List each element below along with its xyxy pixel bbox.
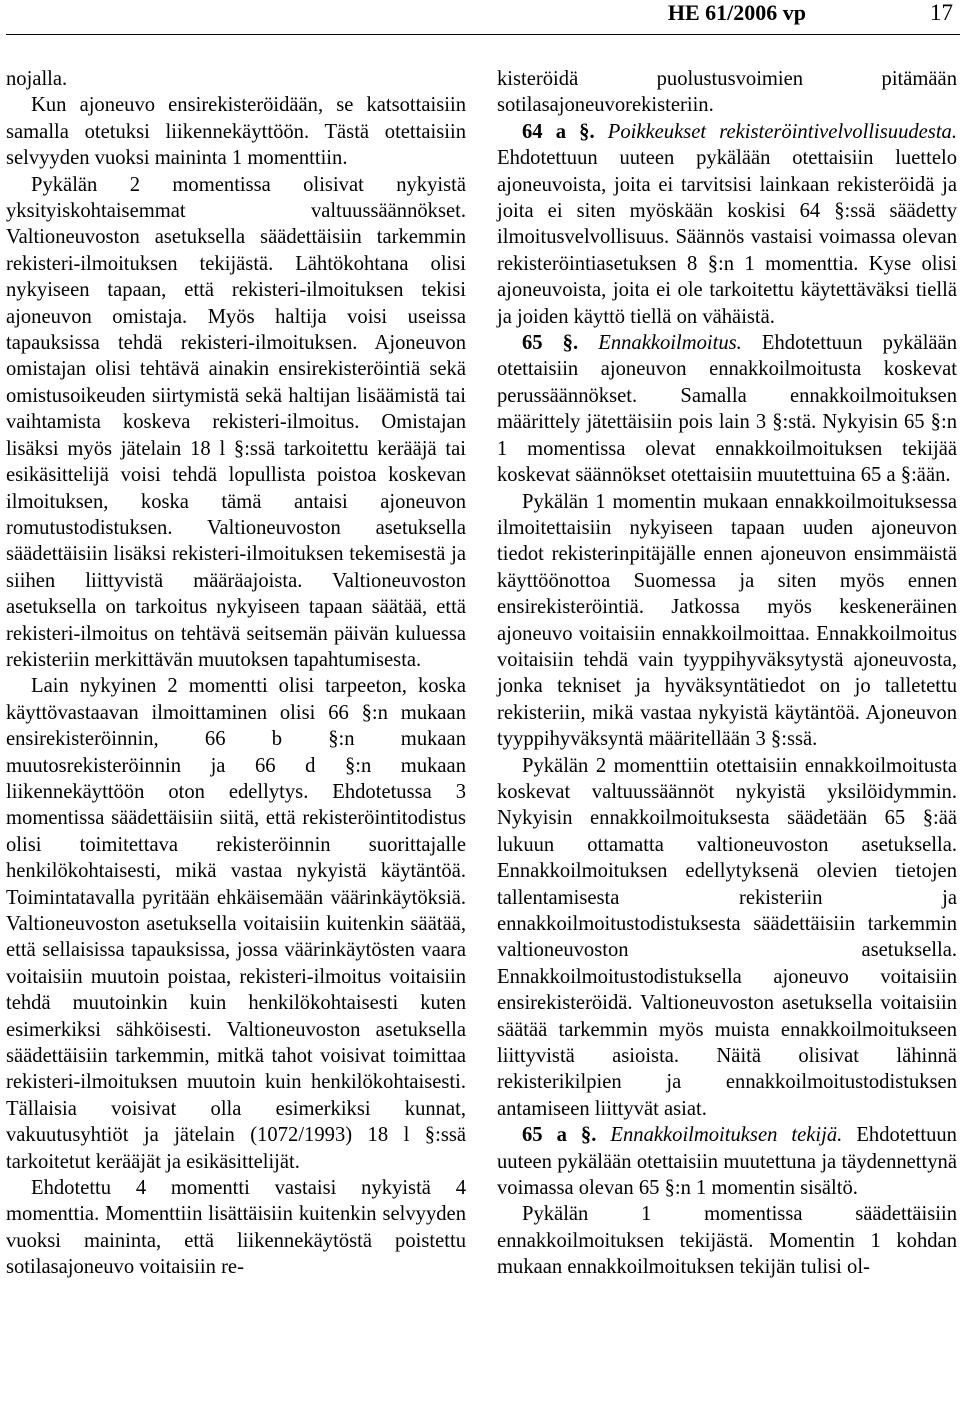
section-paragraph bbox=[497, 119, 957, 330]
paragraph: Pykälän 1 momentissa säädettäisiin ennakkoilmoituksen tekijästä. Momentin 1 kohdan mukaan ennakkoilmoituksen tekijän tulisi ol- bbox=[497, 1203, 957, 1279]
paragraph: Lain nykyinen 2 momentti olisi tarpeeton, koska käyttövastaavan ilmoittaminen olisi 66 §:n mukaan ensirekisteröinnin, 66 b §:n mukaan muutosrekisteröinnin ja 66 d §:n mukaan liikennekäyttöön oton edellytys. Ehdotetussa 3 momentissa säädettäisiin siitä, että rekisteröintitodistus olisi toimitettava rekisteröinnin suorittajalle henkilökohtaisesti, mikä vastaa nykyistä käytäntöä. Toimintatavalla pyritään ehkäisemään väärinkäytöksiä. Valtioneuvoston asetuksella voitaisiin kuitenkin säätää, että sellaisissa tapauksissa, jossa väärinkäytösten vaara voitaisiin muutoin poistaa, rekisteri-ilmoitus voitaisiin tehdä muutoinkin kuin henkilökohtaisesti kuten esimerkiksi sähköisesti. Valtioneuvoston asetuksella säädettäisiin tarkemmin, mitkä tahot voisivat toimittaa rekisteri-ilmoituksen muutoin kuin henkilökohtaisesti. Tällaisia voisivat olla esimerkiksi kunnat, vakuutusyhtiöt ja jätelain (1072/1993) 18 l §:ssä tarkoitetut kerääjät ja esikäsittelijät. bbox=[6, 675, 466, 1173]
section-paragraph bbox=[497, 1122, 957, 1201]
section-heading: Ennakkoilmoitus. bbox=[598, 332, 742, 355]
header-rule bbox=[6, 34, 960, 35]
page-number: 17 bbox=[930, 0, 953, 25]
page-header bbox=[0, 0, 960, 36]
section-text: Ehdotettuun uuteen pykälään otettaisiin luettelo ajoneuvoista, joita ei tarvitsisi lainkaan rekisteröidä ja joita ei siten myöskään koskisi 64 §:ssä säädetty ilmoitusvelvollisuus. Säännös vastaisi voimassa olevan rekisteröintiasetuksen 8 §:n 1 momenttia. Kyse olisi ajoneuvoista, joita ei ole tarkoitettu käytettäväksi tiellä ja joiden käyttö tiellä on vähäistä. bbox=[497, 147, 957, 328]
section-heading: Poikkeukset rekisteröintivelvollisuudesta. bbox=[607, 120, 957, 143]
section-number: 65 §. bbox=[522, 332, 579, 355]
paragraph: Kun ajoneuvo ensirekisteröidään, se katsottaisiin samalla otetuksi liikennekäyttöön. Tästä otettaisiin selvyyden vuoksi maininta 1 momenttiin. bbox=[6, 94, 466, 170]
section-number: 65 a §. bbox=[522, 1124, 597, 1147]
continuation-paragraph: nojalla. bbox=[6, 68, 68, 90]
right-column bbox=[497, 66, 957, 1281]
paragraph: Pykälän 2 momenttiin otettaisiin ennakkoilmoitusta koskevat valtuussäännöt nykyistä yksilöidymmin. Nykyisin ennakkoilmoituksesta säädetään 65 §:ää lukuun ottamatta valtioneuvoston asetuksella. Ennakkoilmoituksen edellytyksenä olevien tietojen tallentamisesta rekisteriin ja ennakkoilmoitustodistuksesta säädettäisiin tarkemmin valtioneuvoston asetuksella. Ennakkoilmoitustodistuksella ajoneuvo voitaisiin ensirekisteröidä. Valtioneuvoston asetuksella voitaisiin säätää tarkemmin myös muista ennakkoilmoitukseen liittyvistä asioista. Näitä olisivat lähinnä rekisterikilpien ja ennakkoilmoitustodistuksen antamiseen liittyvät asiat. bbox=[497, 754, 957, 1120]
paragraph: Pykälän 1 momentin mukaan ennakkoilmoituksessa ilmoitettaisiin nykyiseen tapaan uuden ajoneuvon tiedot rekisterinpitäjälle ennen ajoneuvon ensimmäistä käyttöönottoa Suomessa ja siten myös ennen ensirekisteröintiä. Jatkossa myös keskeneräinen ajoneuvo voitaisiin ennakkoilmoittaa. Ennakkoilmoitus voitaisiin tehdä vain tyyppihyväksytystä ajoneuvosta, jonka tekniset ja hyväksyntätiedot on jo talletettu rekisteriin, mikä vastaa nykyistä käytäntöä. Ajoneuvon tyyppihyväksyntä määritellään 3 §:ssä. bbox=[497, 490, 957, 751]
document-id: HE 61/2006 vp bbox=[667, 0, 806, 25]
continuation-paragraph: kisteröidä puolustusvoimien pitämään sotilasajoneuvorekisteriin. bbox=[497, 68, 957, 117]
left-column bbox=[6, 66, 466, 1281]
section-text: Ehdotettuun uuteen pykälään otettaisiin muutettuna ja täydennettynä voimassa olevan 65 §:n 1 momentin sisältö. bbox=[497, 1124, 957, 1200]
paragraph: Ehdotettu 4 momentti vastaisi nykyistä 4 momenttia. Momenttiin lisättäisiin kuitenkin selvyyden vuoksi maininta, että liikennekäytöstä poistettu sotilasajoneuvo voitaisiin re- bbox=[6, 1177, 466, 1279]
section-number: 64 a §. bbox=[522, 120, 595, 143]
section-paragraph bbox=[497, 330, 957, 488]
section-heading: Ennakkoilmoituksen tekijä. bbox=[610, 1124, 843, 1147]
paragraph: Pykälän 2 momentissa olisivat nykyistä yksityiskohtaisemmat valtuussäännökset. Valtioneuvoston asetuksella säädettäisiin tarkemmin rekisteri-ilmoituksen tekijästä. Lähtökohtana olisi nykyiseen tapaan, että rekisteri-ilmoituksen tekisi ajoneuvon omistaja. Myös haltija voisi useissa tapauksissa tehdä rekisteri-ilmoituksen. Ajoneuvon omistajan olisi tehtävä ainakin ensirekisteröintiä sekä omistusoikeuden siirtymistä sekä haltijan lisäämistä tai vaihtamista koskeva rekisteri-ilmoitus. Omistajan lisäksi myös jätelain 18 l §:ssä tarkoitettu kerääjä tai esikäsittelijä voisi tehdä lopullista poistoa koskevan ilmoituksen, koska tämä antaisi ajoneuvon romutustodistuksen. Valtioneuvoston asetuksella säädettäisiin lisäksi rekisteri-ilmoituksen tekemisestä ja siihen liittyvistä määräajoista. Valtioneuvoston asetuksella on tarkoitus nykyiseen tapaan säätää, että rekisteri-ilmoitus on tehtävä seitsemän päivän kuluessa rekisteriin merkittävän muutoksen tapahtumisesta. bbox=[6, 173, 466, 671]
section-text: Ehdotettuun pykälään otettaisiin ajoneuvon ennakkoilmoitusta koskevat perussäännökset. Samalla ennakkoilmoituksen määrittely jätettäisiin pois lain 3 §:stä. Nykyisin 65 §:n 1 momentissa olevat ennakkoilmoituksen tekijää koskevat säännökset otettaisiin muutettuina 65 a §:ään. bbox=[497, 332, 957, 487]
